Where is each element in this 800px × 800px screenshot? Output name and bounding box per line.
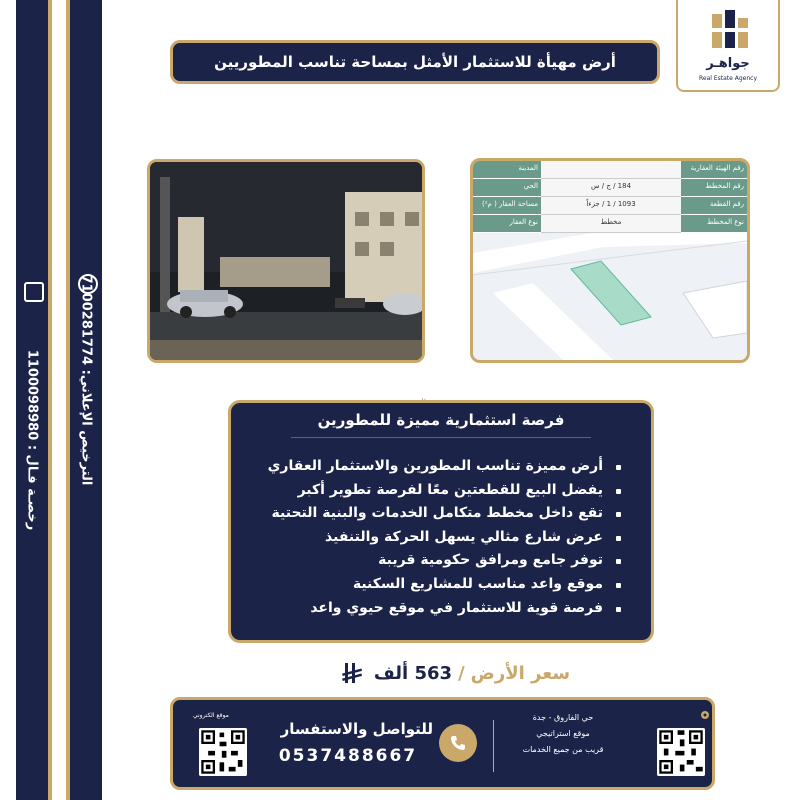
price-line (300, 656, 610, 690)
location-pin-icon (699, 710, 711, 722)
map-info-table (473, 161, 747, 233)
map-label: نوع المخطط (681, 215, 747, 233)
list-item: تقع داخل مخطط متكامل الخدمات والبنية التحتية (251, 502, 625, 526)
map-label: رقم الهيئة العقارية (681, 161, 747, 179)
logo-name: جواهـر (706, 56, 750, 71)
map-value: 1093 / 1 / جزءاً (541, 197, 681, 215)
phone-icon[interactable] (439, 724, 477, 762)
location-line: قريب من جميع الخدمات (522, 745, 604, 754)
logo-mark-icon (708, 8, 752, 52)
map-label: رقم القطعة (681, 197, 747, 215)
list-item: توفر جامع ومرافق حكومية قريبة (251, 549, 625, 573)
location-info (503, 710, 623, 758)
website-qr-code[interactable] (199, 728, 247, 776)
map-value: مخطط (541, 215, 681, 233)
title-banner: أرض مهيأة للاستثمار الأمثل بمساحة تناسب المطوريين (170, 40, 660, 84)
list-item: يفضل البيع للقطعتين معًا لفرصة تطوير أكبر (251, 479, 625, 503)
list-item: فرصة قوية للاستثمار في موقع حيوي واعد (251, 597, 625, 621)
features-list (251, 455, 625, 620)
features-box (228, 400, 654, 643)
list-item: عرض شارع مثالي يسهل الحركة والتنفيذ (251, 526, 625, 550)
location-line: حي الفاروق - جدة (532, 713, 594, 722)
price-label: سعر الأرض (470, 662, 571, 684)
list-item: أرض مميزة تناسب المطورين والاستثمار العقاري (251, 455, 625, 479)
map-label: المدينة (473, 161, 541, 179)
brand-logo (676, 0, 780, 92)
list-item: موقع واعد مناسب للمشاريع السكنية (251, 573, 625, 597)
location-line: موقع استراتيجي (536, 729, 590, 738)
street-night-photo (150, 162, 425, 363)
land-photo (147, 159, 425, 363)
license-bar (16, 0, 52, 800)
location-qr-code[interactable] (657, 728, 705, 776)
plot-map (470, 158, 750, 363)
price-value: 563 ألف (373, 662, 453, 684)
contact-label: للتواصل والاستفسار (280, 720, 433, 738)
contact-phone[interactable]: 0537488667 (278, 746, 418, 766)
ad-license-bar (66, 0, 102, 800)
contact-footer (170, 697, 715, 790)
website-qr-label: موقع الكتروني (193, 712, 229, 719)
building-icon (24, 282, 44, 302)
features-divider (291, 437, 591, 438)
riyal-icon (340, 661, 364, 685)
map-value (541, 161, 681, 179)
footer-divider (493, 720, 494, 772)
fal-license-text: رخصـة فـال : 1100098980 (24, 349, 40, 531)
features-title: فرصة استثمارية مميزة للمطورين (317, 411, 565, 429)
map-label: مساحة العقار ( م²) (473, 197, 541, 215)
map-label: نوع العقار (473, 215, 541, 233)
logo-subtitle: Real Estate Agency (699, 75, 757, 82)
map-value: 184 / ج / س (541, 179, 681, 197)
ad-license-text: الترخيص الإعلاني: 7100281774 (78, 274, 94, 486)
price-separator: / (458, 662, 465, 684)
map-label: رقم المخطط (681, 179, 747, 197)
map-label: الحي (473, 179, 541, 197)
plot-map-drawing (473, 233, 747, 360)
